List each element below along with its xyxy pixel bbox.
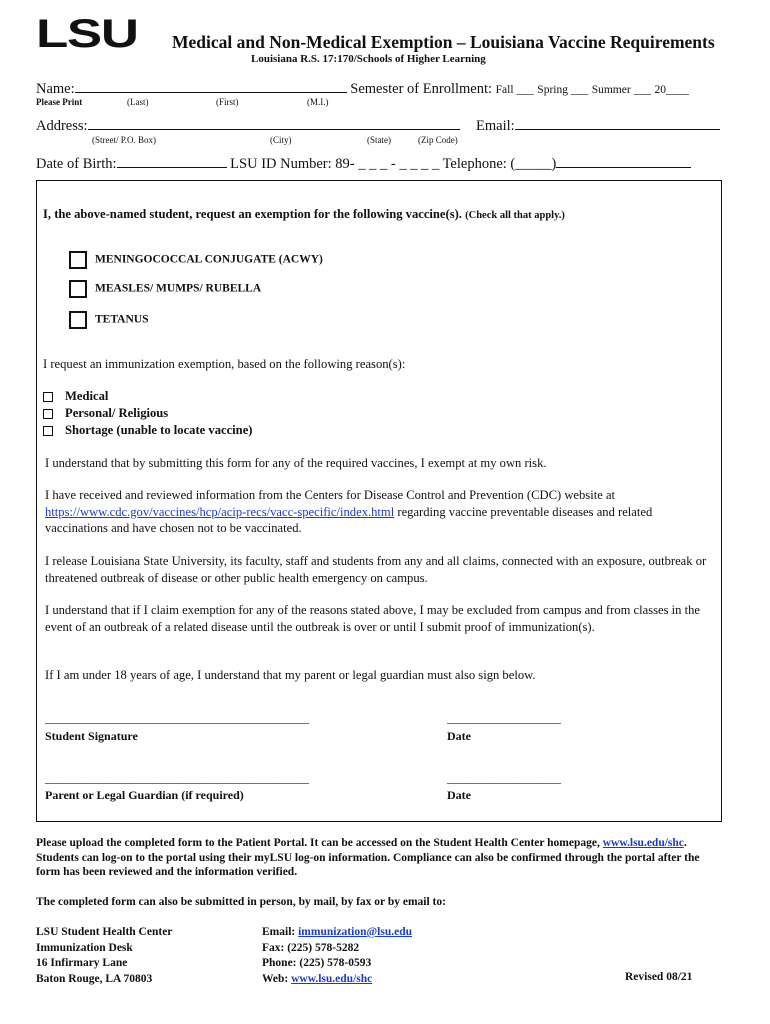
dob-row bbox=[36, 155, 691, 173]
request-text: I, the above-named student, request an exemption for the following vaccine(s). bbox=[43, 207, 462, 221]
mi-label: (M.I.) bbox=[307, 97, 329, 107]
reason-label: Personal/ Religious bbox=[65, 406, 169, 420]
check-all-note: (Check all that apply.) bbox=[465, 210, 565, 221]
reason-intro: I request an immunization exemption, based on the following reason(s): bbox=[43, 357, 406, 371]
semester-spring[interactable]: Spring ___ bbox=[537, 84, 589, 96]
upload-instructions bbox=[36, 836, 726, 880]
cdc-text: I have received and reviewed information from the Centers for Disease Control and Prevention (CDC) website at bbox=[45, 488, 616, 502]
address-line: Immunization Desk bbox=[36, 941, 133, 954]
cdc-link[interactable]: https://www.cdc.gov/vaccines/hcp/acip-recs/vacc-specific/index.html bbox=[45, 504, 395, 519]
checkbox[interactable] bbox=[43, 426, 53, 436]
dob-label: Date of Birth: bbox=[36, 156, 117, 172]
reason-label: Shortage (unable to locate vaccine) bbox=[65, 423, 253, 437]
paragraph-exclusion: I understand that if I claim exemption for any of the reasons stated above, I may be excluded from campus and from classes in the event of an outbreak of a related disease until the outbreak is over or until I submit proof of immunization(s). bbox=[45, 603, 701, 634]
student-date-label: Date bbox=[447, 729, 471, 743]
paragraph-cdc bbox=[45, 487, 715, 537]
semester-label: Semester of Enrollment: bbox=[350, 81, 493, 97]
exemption-box bbox=[36, 180, 722, 822]
submit-instructions: The completed form can also be submitted in person, by mail, by fax or by email to: bbox=[36, 896, 446, 908]
telephone-field[interactable] bbox=[556, 155, 691, 168]
state-label: (State) bbox=[367, 135, 391, 145]
please-print-label: Please Print bbox=[36, 97, 83, 107]
mailing-address bbox=[36, 925, 172, 987]
email-row bbox=[476, 117, 720, 135]
address-line: 16 Infirmary Lane bbox=[36, 957, 128, 969]
address-row bbox=[36, 117, 460, 135]
last-label: (Last) bbox=[127, 97, 149, 107]
guardian-signature-line[interactable]: ____________________________________________ bbox=[45, 771, 309, 785]
street-label: (Street/ P.O. Box) bbox=[92, 135, 156, 145]
name-row bbox=[36, 80, 689, 98]
checkbox[interactable] bbox=[69, 311, 87, 329]
reason-shortage[interactable] bbox=[43, 423, 252, 438]
vaccine-label: MEASLES/ MUMPS/ RUBELLA bbox=[95, 282, 262, 295]
paragraph-risk: I understand that by submitting this form for any of the required vaccines, I exempt at my own risk. bbox=[45, 456, 547, 470]
revision-date: Revised 08/21 bbox=[625, 971, 693, 983]
vaccine-option-acwy[interactable] bbox=[69, 251, 323, 269]
semester-year[interactable]: 20____ bbox=[654, 84, 689, 96]
contact-web: Web: www.lsu.edu/shc bbox=[262, 972, 373, 985]
paragraph-release: I release Louisiana State University, its faculty, staff and students from any and all claims, connected with an exposure, outbreak or threatened outbreak of disease or other public health emergency on campus. bbox=[45, 554, 707, 585]
address-label: Address: bbox=[36, 118, 88, 134]
vaccine-label: MENINGOCOCCAL CONJUGATE (ACWY) bbox=[95, 253, 323, 266]
request-heading bbox=[43, 207, 565, 222]
vaccine-option-mmr[interactable] bbox=[69, 280, 261, 298]
form-subtitle: Louisiana R.S. 17:170/Schools of Higher Learning bbox=[251, 53, 486, 65]
contact-phone: Phone: (225) 578-0593 bbox=[262, 957, 372, 969]
paragraph-under-18: If I am under 18 years of age, I understand that my parent or legal guardian must also sign below. bbox=[45, 668, 536, 682]
checkbox[interactable] bbox=[69, 280, 87, 298]
lsu-id-field[interactable]: LSU ID Number: 89- _ _ _ - _ _ _ _ bbox=[230, 156, 440, 172]
semester-fall[interactable]: Fall ___ bbox=[495, 84, 534, 96]
checkbox[interactable] bbox=[43, 409, 53, 419]
checkbox[interactable] bbox=[43, 392, 53, 402]
address-line: Baton Rouge, LA 70803 bbox=[36, 972, 153, 985]
name-field[interactable] bbox=[75, 80, 347, 93]
upload-text-post: . Students can log-on to the portal using their myLSU log-on information. Compliance can also be confirmed through the portal after the form has been reviewed and the information verified. bbox=[36, 837, 700, 878]
reason-personal-religious[interactable] bbox=[43, 406, 168, 421]
contact-email: Email: immunization@lsu.edu bbox=[262, 926, 413, 938]
cdc-text-post: regarding vaccine preventable diseases and related vaccinations and have chosen not to be vaccinated. bbox=[45, 504, 653, 535]
guardian-date-label: Date bbox=[447, 788, 471, 802]
student-signature-label: Student Signature bbox=[45, 729, 138, 743]
email-field[interactable] bbox=[515, 117, 720, 130]
shc-homepage-link[interactable]: www.lsu.edu/shc bbox=[602, 837, 684, 849]
vaccine-option-tetanus[interactable] bbox=[69, 311, 148, 329]
form-title: Medical and Non-Medical Exemption – Louisiana Vaccine Requirements bbox=[172, 32, 715, 52]
email-label: Email: bbox=[476, 118, 515, 134]
address-line: LSU Student Health Center bbox=[36, 926, 173, 938]
guardian-date-line[interactable]: ___________________ bbox=[447, 771, 561, 785]
reason-label: Medical bbox=[65, 389, 109, 403]
vaccine-label: TETANUS bbox=[95, 313, 149, 326]
contact-info bbox=[262, 925, 412, 987]
checkbox[interactable] bbox=[69, 251, 87, 269]
web-link[interactable]: www.lsu.edu/shc bbox=[291, 972, 373, 985]
student-date-line[interactable]: ___________________ bbox=[447, 711, 561, 725]
first-label: (First) bbox=[216, 97, 239, 107]
contact-fax: Fax: (225) 578-5282 bbox=[262, 941, 360, 954]
student-signature-line[interactable]: ____________________________________________ bbox=[45, 711, 309, 725]
city-label: (City) bbox=[270, 135, 292, 145]
zip-label: (Zip Code) bbox=[418, 135, 458, 145]
name-label: Name: bbox=[36, 81, 75, 97]
email-link[interactable]: immunization@lsu.edu bbox=[298, 926, 413, 938]
semester-summer[interactable]: Summer ___ bbox=[591, 84, 651, 96]
address-field[interactable] bbox=[88, 117, 460, 130]
guardian-signature-label: Parent or Legal Guardian (if required) bbox=[45, 788, 244, 802]
telephone-label: Telephone: (_____) bbox=[442, 156, 557, 172]
lsu-logo: LSU bbox=[36, 12, 138, 56]
upload-text: Please upload the completed form to the Patient Portal. It can be accessed on the Student Health Center homepage, bbox=[36, 837, 600, 849]
reason-medical[interactable] bbox=[43, 389, 108, 404]
dob-field[interactable] bbox=[117, 155, 227, 168]
